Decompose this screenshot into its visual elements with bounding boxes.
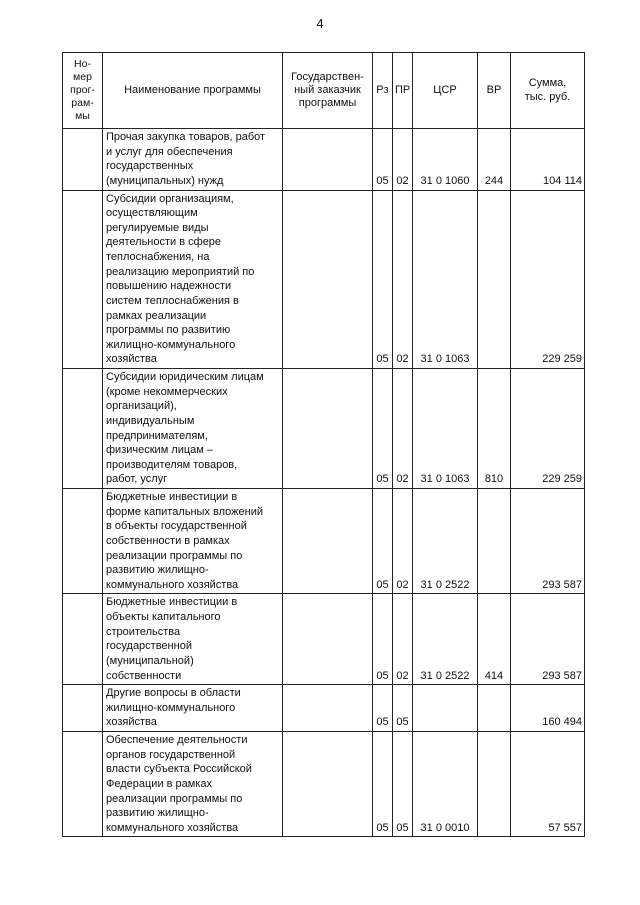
- table-body: [63, 129, 585, 837]
- program-name-line: собственности: [106, 669, 182, 682]
- budget-table: [62, 52, 585, 837]
- rz-cell: 05: [373, 489, 393, 594]
- program-name-line: индивидуальным: [106, 414, 195, 427]
- program-name-line: регулируемые виды: [106, 221, 209, 234]
- header-rz: Рз: [373, 53, 393, 129]
- program-name-line: повышению надежности: [106, 280, 232, 293]
- table-row: [63, 489, 585, 594]
- table-row: [63, 685, 585, 732]
- page-number: 4: [316, 16, 324, 31]
- state-customer-cell: [283, 129, 373, 191]
- program-name-line: государственной: [106, 640, 192, 653]
- sum-cell: 104 114: [511, 129, 585, 191]
- state-customer-cell: [283, 489, 373, 594]
- program-name-line: Обеспечение деятельности: [106, 734, 248, 746]
- program-name-line: реализации программы по: [106, 549, 243, 562]
- sum-cell: 293 587: [511, 594, 585, 685]
- program-name-line: Субсидии юридическим лицам: [106, 371, 264, 383]
- program-name-cell: [103, 190, 283, 369]
- header-program-number: Но- мер прог- рам- мы: [63, 53, 103, 129]
- program-name-line: в объекты государственной: [106, 520, 247, 533]
- rz-cell: 05: [373, 685, 393, 732]
- program-name-line: (муниципальной): [106, 654, 194, 667]
- program-number-cell: [63, 732, 103, 837]
- program-number-cell: [63, 594, 103, 685]
- sum-cell: 293 587: [511, 489, 585, 594]
- program-name-line: жилищно-коммунального: [106, 701, 236, 714]
- program-name-line: Федерации в рамках: [106, 777, 213, 790]
- program-name-line: теплоснабжения, на: [106, 251, 210, 263]
- state-customer-cell: [283, 732, 373, 837]
- program-name-cell: [103, 129, 283, 191]
- program-name-line: работ, услуг: [106, 473, 168, 486]
- state-customer-cell: [283, 369, 373, 489]
- program-name-cell: [103, 489, 283, 594]
- header-program-name: Наименование программы: [103, 53, 283, 129]
- program-name-line: Субсидии организациям,: [106, 192, 234, 205]
- table-header-row: [63, 53, 585, 129]
- pr-cell: 02: [393, 369, 413, 489]
- state-customer-cell: [283, 594, 373, 685]
- program-name-line: коммунального хозяйства: [106, 821, 239, 834]
- program-name-line: программы по развитию: [106, 324, 231, 337]
- program-name-cell: [103, 732, 283, 837]
- rz-cell: 05: [373, 190, 393, 369]
- program-name-line: органов государственной: [106, 748, 236, 761]
- program-number-cell: [63, 129, 103, 191]
- rz-cell: 05: [373, 129, 393, 191]
- program-name-line: жилищно-коммунального: [106, 338, 236, 351]
- pr-cell: 02: [393, 594, 413, 685]
- program-name-line: хозяйства: [106, 716, 157, 729]
- header-vr: ВР: [478, 53, 511, 129]
- program-name-line: государственных: [106, 160, 194, 173]
- csr-cell: [413, 685, 478, 732]
- program-name-line: предпринимателям,: [106, 429, 208, 442]
- program-name-line: реализации программы по: [106, 792, 243, 805]
- header-pr: ПР: [393, 53, 413, 129]
- program-number-cell: [63, 369, 103, 489]
- rz-cell: 05: [373, 732, 393, 837]
- pr-cell: 02: [393, 190, 413, 369]
- rz-cell: 05: [373, 594, 393, 685]
- sum-cell: 229 259: [511, 190, 585, 369]
- pr-cell: 02: [393, 489, 413, 594]
- csr-cell: 31 0 0010: [413, 732, 478, 837]
- vr-cell: [478, 190, 511, 369]
- program-name-line: объекты капитального: [106, 611, 221, 623]
- table-row: [63, 369, 585, 489]
- header-sum: Сумма, тыс. руб.: [511, 53, 585, 129]
- program-name-line: (кроме некоммерческих: [106, 385, 228, 398]
- program-name-line: Бюджетные инвестиции в: [106, 491, 238, 503]
- program-name-line: форме капитальных вложений: [106, 505, 263, 518]
- program-number-cell: [63, 190, 103, 369]
- program-name-line: развитию жилищно-: [106, 564, 209, 577]
- vr-cell: 810: [478, 369, 511, 489]
- program-name-line: деятельности в сфере: [106, 236, 222, 249]
- program-name-line: власти субъекта Российской: [106, 763, 252, 776]
- header-state-customer: Государствен- ный заказчик программы: [283, 53, 373, 129]
- sum-cell: 160 494: [511, 685, 585, 732]
- program-name-cell: [103, 594, 283, 685]
- program-name-line: производителям товаров,: [106, 458, 238, 471]
- csr-cell: 31 0 1063: [413, 369, 478, 489]
- program-name-line: развитию жилищно-: [106, 807, 209, 820]
- program-name-cell: [103, 685, 283, 732]
- rz-cell: 05: [373, 369, 393, 489]
- vr-cell: 414: [478, 594, 511, 685]
- program-name-line: Прочая закупка товаров, работ: [106, 131, 266, 143]
- header-csr: ЦСР: [413, 53, 478, 129]
- program-name-line: физическим лицам –: [106, 444, 214, 457]
- pr-cell: 05: [393, 732, 413, 837]
- pr-cell: 02: [393, 129, 413, 191]
- vr-cell: 244: [478, 129, 511, 191]
- state-customer-cell: [283, 685, 373, 732]
- program-number-cell: [63, 489, 103, 594]
- sum-cell: 57 557: [511, 732, 585, 837]
- program-name-line: и услуг для обеспечения: [106, 145, 233, 158]
- program-name-line: осуществляющим: [106, 207, 198, 220]
- csr-cell: 31 0 2522: [413, 489, 478, 594]
- table-row: [63, 594, 585, 685]
- sum-cell: 229 259: [511, 369, 585, 489]
- program-name-line: систем теплоснабжения в: [106, 294, 239, 307]
- csr-cell: 31 0 1063: [413, 190, 478, 369]
- program-name-line: Другие вопросы в области: [106, 687, 241, 700]
- program-name-line: собственности в рамках: [106, 534, 230, 547]
- program-name-line: организаций),: [106, 400, 177, 413]
- csr-cell: 31 0 2522: [413, 594, 478, 685]
- program-name-cell: [103, 369, 283, 489]
- state-customer-cell: [283, 190, 373, 369]
- table-row: [63, 190, 585, 369]
- vr-cell: [478, 732, 511, 837]
- program-name-line: Бюджетные инвестиции в: [106, 596, 238, 609]
- csr-cell: 31 0 1060: [413, 129, 478, 191]
- program-name-line: рамках реализации: [106, 309, 207, 322]
- vr-cell: [478, 489, 511, 594]
- table-row: [63, 732, 585, 837]
- program-number-cell: [63, 685, 103, 732]
- pr-cell: 05: [393, 685, 413, 732]
- program-name-line: хозяйства: [106, 353, 157, 366]
- program-name-line: строительства: [106, 625, 181, 638]
- vr-cell: [478, 685, 511, 732]
- program-name-line: коммунального хозяйства: [106, 578, 239, 591]
- program-name-line: реализацию мероприятий по: [106, 265, 255, 278]
- program-name-line: (муниципальных) нужд: [106, 174, 224, 187]
- table-row: [63, 129, 585, 191]
